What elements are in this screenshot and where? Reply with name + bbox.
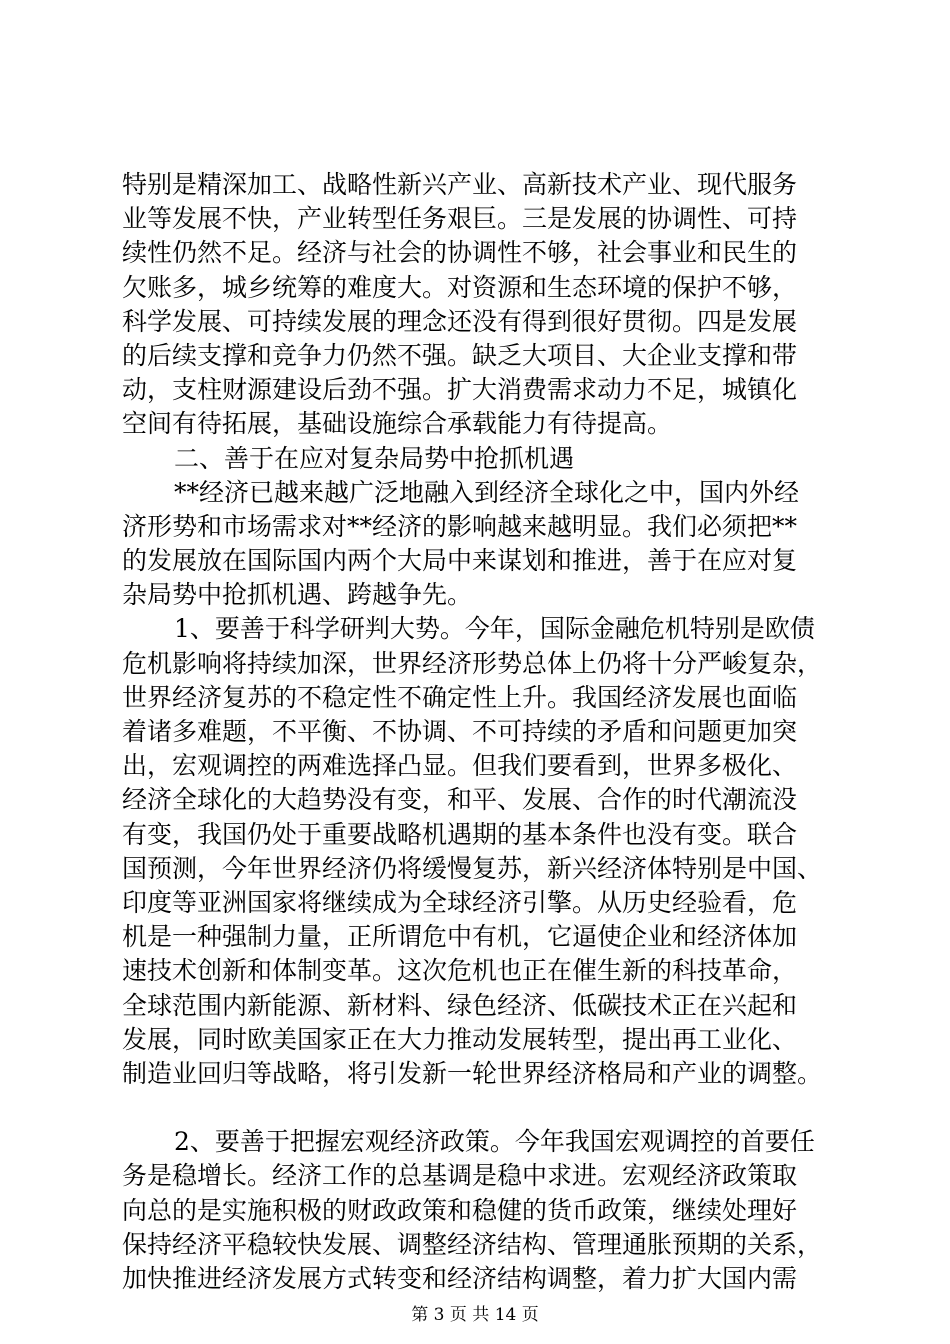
text-line: 出，宏观调控的两难选择凸显。但我们要看到，世界多极化、: [122, 751, 798, 781]
text-line: 加快推进经济发展方式转变和经济结构调整，着力扩大国内需: [122, 1264, 798, 1293]
paragraph-gap: [122, 1091, 840, 1125]
text-line: 欠账多，城乡统筹的难度大。对资源和生态环境的保护不够，: [122, 272, 798, 302]
text-line: 科学发展、可持续发展的理念还没有得到很好贯彻。四是发展: [122, 306, 798, 336]
text-line: **经济已越来越广泛地融入到经济全球化之中，国内外经: [174, 477, 800, 507]
text-line: 发展，同时欧美国家正在大力推动发展转型，提出再工业化、: [122, 1024, 798, 1054]
text-line: 特别是精深加工、战略性新兴产业、高新技术产业、现代服务: [122, 170, 798, 199]
text-line: 济形势和市场需求对**经济的影响越来越明显。我们必须把**: [122, 511, 798, 541]
text-line: 速技术创新和体制变革。这次危机也正在催生新的科技革命，: [122, 956, 798, 986]
text-line: 经济全球化的大趋势没有变，和平、发展、合作的时代潮流没: [122, 785, 798, 815]
text-line: 世界经济复苏的不稳定性不确定性上升。我国经济发展也面临: [122, 682, 798, 712]
text-line: 2、要善于把握宏观经济政策。今年我国宏观调控的首要任: [174, 1127, 815, 1157]
text-line: 危机影响将持续加深，世界经济形势总体上仍将十分严峻复杂，: [122, 648, 823, 678]
text-line: 国预测，今年世界经济仍将缓慢复苏，新兴经济体特别是中国、: [122, 853, 823, 883]
text-line: 务是稳增长。经济工作的总基调是稳中求进。宏观经济政策取: [122, 1161, 798, 1191]
page-number-footer: 第 3 页 共 14 页: [411, 1305, 539, 1325]
text-line: 续性仍然不足。经济与社会的协调性不够，社会事业和民生的: [122, 238, 798, 268]
body-text: [122, 168, 840, 1296]
text-line: 向总的是实施积极的财政政策和稳健的货币政策，继续处理好: [122, 1195, 798, 1225]
text-line: 制造业回归等战略，将引发新一轮世界经济格局和产业的调整。: [122, 1058, 823, 1088]
text-line: 1、要善于科学研判大势。今年，国际金融危机特别是欧债: [174, 614, 815, 644]
text-line: 的发展放在国际国内两个大局中来谋划和推进，善于在应对复: [122, 546, 798, 576]
text-line: 着诸多难题，不平衡、不协调、不可持续的矛盾和问题更加突: [122, 717, 798, 746]
text-line: 杂局势中抢抓机遇、跨越争先。: [122, 580, 473, 610]
text-line: 业等发展不快，产业转型任务艰巨。三是发展的协调性、可持: [122, 204, 798, 234]
section-heading: 二、善于在应对复杂局势中抢抓机遇: [174, 443, 575, 473]
text-line: 动，支柱财源建设后劲不强。扩大消费需求动力不足，城镇化: [122, 375, 798, 405]
text-line: 印度等亚洲国家将继续成为全球经济引擎。从历史经验看，危: [122, 887, 798, 917]
text-line: 有变，我国仍处于重要战略机遇期的基本条件也没有变。联合: [122, 819, 798, 849]
text-line: 的后续支撑和竞争力仍然不强。缺乏大项目、大企业支撑和带: [122, 340, 798, 370]
text-line: 机是一种强制力量，正所谓危中有机，它逼使企业和经济体加: [122, 922, 798, 952]
text-line: 全球范围内新能源、新材料、绿色经济、低碳技术正在兴起和: [122, 990, 798, 1020]
text-line: 空间有待拓展，基础设施综合承载能力有待提高。: [122, 409, 673, 439]
text-line: 保持经济平稳较快发展、调整经济结构、管理通胀预期的关系，: [122, 1229, 823, 1259]
